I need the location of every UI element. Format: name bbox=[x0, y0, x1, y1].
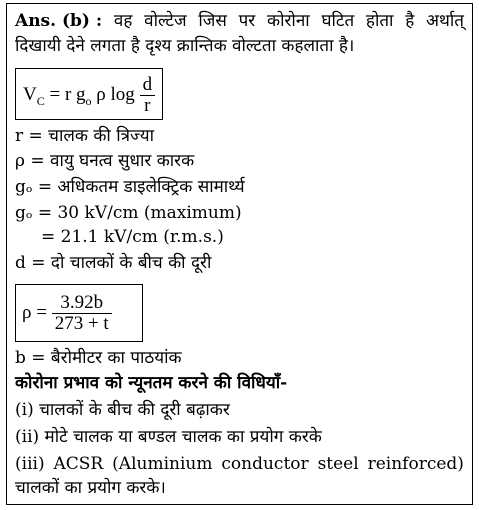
answer-line-2: दिखायी देने लगता है दृश्य क्रान्तिक वोल्टता कहलाता है। bbox=[15, 36, 355, 56]
word: वोल्टेज bbox=[144, 11, 187, 31]
definition-r: r = चालक की त्रिज्या bbox=[15, 126, 154, 146]
definition-d: d = दो चालकों के बीच की दूरी bbox=[15, 253, 212, 273]
word: (iii) bbox=[15, 454, 45, 474]
definition-g0: gₒ = अधिकतम डाइलेक्ट्रिक सामार्थ्य bbox=[15, 177, 245, 197]
air-density-formula bbox=[15, 284, 143, 342]
formula-lhs-subscript: C bbox=[36, 93, 45, 108]
word: reinforced) bbox=[367, 454, 464, 474]
formula2-fraction bbox=[52, 293, 112, 334]
word: पर bbox=[238, 11, 256, 31]
word: steel bbox=[317, 454, 359, 474]
answer-card bbox=[6, 3, 473, 505]
corona-voltage-formula bbox=[15, 68, 163, 120]
definition-g0-rms: = 21.1 kV/cm (r.m.s.) bbox=[41, 227, 224, 247]
method-1: (i) चालकों के बीच की दूरी बढ़ाकर bbox=[15, 400, 230, 420]
formula-lhs: V bbox=[23, 83, 37, 105]
word: होता bbox=[365, 11, 394, 31]
word: ACSR bbox=[53, 454, 104, 474]
word: कोरोना bbox=[267, 11, 310, 31]
answer-line-1 bbox=[15, 10, 464, 32]
method-3-line-2: चालकों का प्रयोग करके। bbox=[15, 478, 166, 498]
formula-fraction bbox=[140, 75, 156, 116]
methods-heading: कोरोना प्रभाव को न्यूनतम करने की विधियाँ- bbox=[15, 373, 288, 393]
word: अर्थात् bbox=[426, 11, 464, 31]
definition-rho: ρ = वायु घनत्व सुधार कारक bbox=[15, 151, 195, 171]
word: conductor bbox=[221, 454, 309, 474]
definition-b: b = बैरोमीटर का पाठयांक bbox=[15, 348, 182, 368]
word: (Aluminium bbox=[112, 454, 213, 474]
formula2-lhs: ρ = bbox=[22, 301, 47, 323]
method-2: (ii) मोटे चालक या बण्डल चालक का प्रयोग करके bbox=[15, 427, 322, 447]
word: है bbox=[405, 11, 415, 31]
fraction-numerator: d bbox=[140, 75, 156, 96]
word: घटित bbox=[321, 11, 355, 31]
fraction-denominator: r bbox=[144, 95, 151, 116]
formula-middle-subscript: o bbox=[85, 93, 92, 108]
formula-rest: ρ log bbox=[96, 83, 135, 105]
definition-g0-max: gₒ = 30 kV/cm (maximum) bbox=[15, 203, 242, 223]
formula-middle: = r g bbox=[49, 83, 86, 105]
method-3-line-1 bbox=[15, 453, 464, 475]
word: जिस bbox=[198, 11, 227, 31]
fraction-numerator: 3.92b bbox=[52, 293, 112, 314]
answer-label: Ans. (b) : bbox=[15, 11, 103, 31]
fraction-denominator: 273 + t bbox=[54, 313, 109, 334]
word: वह bbox=[113, 11, 133, 31]
